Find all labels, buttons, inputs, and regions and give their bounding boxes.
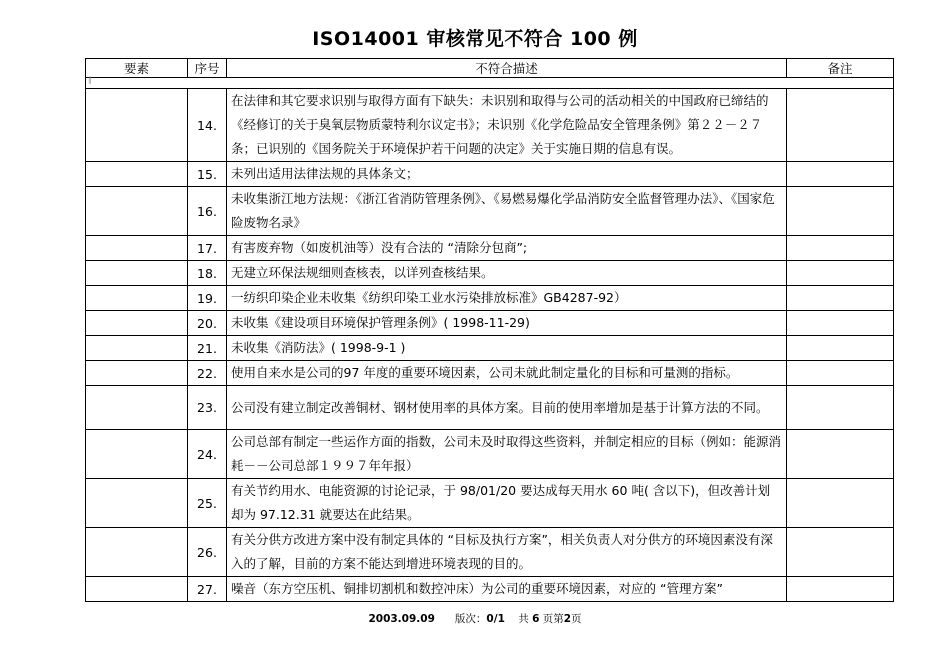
footer-date: 2003.09.09 xyxy=(368,613,435,625)
row-description: 有害废弃物（如废机油等）没有合法的 “清除分包商”; xyxy=(227,236,787,261)
row-number: 14. xyxy=(188,89,227,162)
row-description: 未收集浙江地方法规：《浙江省消防管理条例》、《易燃易爆化学品消防安全监督管理办法》、《国家危险废物名录》 xyxy=(227,187,787,236)
footer-version: 0/1 xyxy=(486,613,505,625)
row-remark-cell xyxy=(787,187,894,236)
header-element: 要素 xyxy=(86,59,188,78)
row-element-cell xyxy=(86,261,188,286)
row-remark-cell xyxy=(787,89,894,162)
footer-total-pages: 6 xyxy=(532,613,540,625)
table-row xyxy=(86,187,894,236)
row-remark-cell xyxy=(787,430,894,479)
table-header-row xyxy=(86,59,894,78)
row-element-cell xyxy=(86,577,188,602)
row-description: 未收集《消防法》( 1998-9-1 ) xyxy=(227,336,787,361)
table-row xyxy=(86,479,894,528)
row-element-cell xyxy=(86,386,188,430)
row-number: 22. xyxy=(188,361,227,386)
footer-total-prefix: 共 xyxy=(518,613,529,625)
header-remark: 备注 xyxy=(787,59,894,78)
footer-page-suffix: 页 xyxy=(571,613,582,625)
row-element-cell xyxy=(86,361,188,386)
row-description: 噪音（东方空压机、铜排切割机和数控冲床）为公司的重要环境因素，对应的 “管理方案” xyxy=(227,577,787,602)
footer-version-label: 版次： xyxy=(454,613,487,625)
row-remark-cell xyxy=(787,236,894,261)
row-remark-cell xyxy=(787,336,894,361)
row-number: 18. xyxy=(188,261,227,286)
table-row xyxy=(86,577,894,602)
row-number: 27. xyxy=(188,577,227,602)
row-description: 一纺织印染企业未收集《纺织印染工业水污染排放标准》GB4287-92） xyxy=(227,286,787,311)
row-element-cell xyxy=(86,430,188,479)
row-element-cell xyxy=(86,187,188,236)
row-description: 公司没有建立制定改善铜材、钢材使用率的具体方案。目前的使用率增加是基于计算方法的不同。 xyxy=(227,386,787,430)
row-description: 在法律和其它要求识别与取得方面有下缺失：未识别和取得与公司的活动相关的中国政府已缔结的《经修订的关于臭氧层物质蒙特利尔议定书》；未识别《化学危险品安全管理条例》第２２－２７条；已识别的《国务院关于环境保护若干问题的决定》关于实施日期的信息有误。 xyxy=(227,89,787,162)
table-row xyxy=(86,336,894,361)
table-row xyxy=(86,386,894,430)
row-remark-cell xyxy=(787,261,894,286)
row-element-cell xyxy=(86,336,188,361)
row-element-cell xyxy=(86,479,188,528)
page-footer xyxy=(0,611,950,626)
row-number: 19. xyxy=(188,286,227,311)
table-row xyxy=(86,528,894,577)
row-description: 公司总部有制定一些运作方面的指数，公司未及时取得这些资料，并制定相应的目标（例如：能源消耗－－公司总部１９９７年年报） xyxy=(227,430,787,479)
row-remark-cell xyxy=(787,528,894,577)
row-element-cell xyxy=(86,286,188,311)
row-remark-cell xyxy=(787,479,894,528)
row-description: 无建立环保法规细则查核表，以详列查核结果。 xyxy=(227,261,787,286)
table-row xyxy=(86,286,894,311)
row-description: 未列出适用法律法规的具体条文； xyxy=(227,162,787,187)
row-description: 使用自来水是公司的97 年度的重要环境因素，公司未就此制定量化的目标和可量测的指标。 xyxy=(227,361,787,386)
table-row xyxy=(86,430,894,479)
table-row xyxy=(86,311,894,336)
row-description: 有关分供方改进方案中没有制定具体的 “目标及执行方案”，相关负责人对分供方的环境因素没有深入的了解，目前的方案不能达到增进环境表现的目的。 xyxy=(227,528,787,577)
header-description: 不符合描述 xyxy=(227,59,787,78)
row-number: 23. xyxy=(188,386,227,430)
row-number: 21. xyxy=(188,336,227,361)
row-number: 20. xyxy=(188,311,227,336)
spacer-row xyxy=(86,78,894,89)
row-element-cell xyxy=(86,89,188,162)
row-marker: ‖ xyxy=(88,76,92,84)
table-row xyxy=(86,261,894,286)
row-element-cell xyxy=(86,528,188,577)
row-remark-cell xyxy=(787,361,894,386)
row-number: 24. xyxy=(188,430,227,479)
row-element-cell xyxy=(86,162,188,187)
document-title: ISO14001 审核常见不符合 100 例 xyxy=(312,28,638,50)
row-remark-cell xyxy=(787,577,894,602)
row-number: 26. xyxy=(188,528,227,577)
footer-page-mid: 页第 xyxy=(542,613,564,625)
row-remark-cell xyxy=(787,162,894,187)
table-row xyxy=(86,361,894,386)
row-number: 17. xyxy=(188,236,227,261)
row-number: 15. xyxy=(188,162,227,187)
row-remark-cell xyxy=(787,311,894,336)
table-row xyxy=(86,236,894,261)
row-element-cell xyxy=(86,236,188,261)
table-row xyxy=(86,162,894,187)
nonconformity-table xyxy=(85,58,894,602)
footer-page-no: 2 xyxy=(563,613,572,625)
row-description: 未收集《建设项目环境保护管理条例》( 1998-11-29) xyxy=(227,311,787,336)
row-number: 16. xyxy=(188,187,227,236)
row-description: 有关节约用水、电能资源的讨论记录，于 98/01/20 要达成每天用水 60 吨( 含以下)，但改善计划却为 97.12.31 就要达在此结果。 xyxy=(227,479,787,528)
header-number: 序号 xyxy=(188,59,227,78)
row-remark-cell xyxy=(787,386,894,430)
table-row xyxy=(86,89,894,162)
row-remark-cell xyxy=(787,286,894,311)
row-number: 25. xyxy=(188,479,227,528)
row-element-cell xyxy=(86,311,188,336)
